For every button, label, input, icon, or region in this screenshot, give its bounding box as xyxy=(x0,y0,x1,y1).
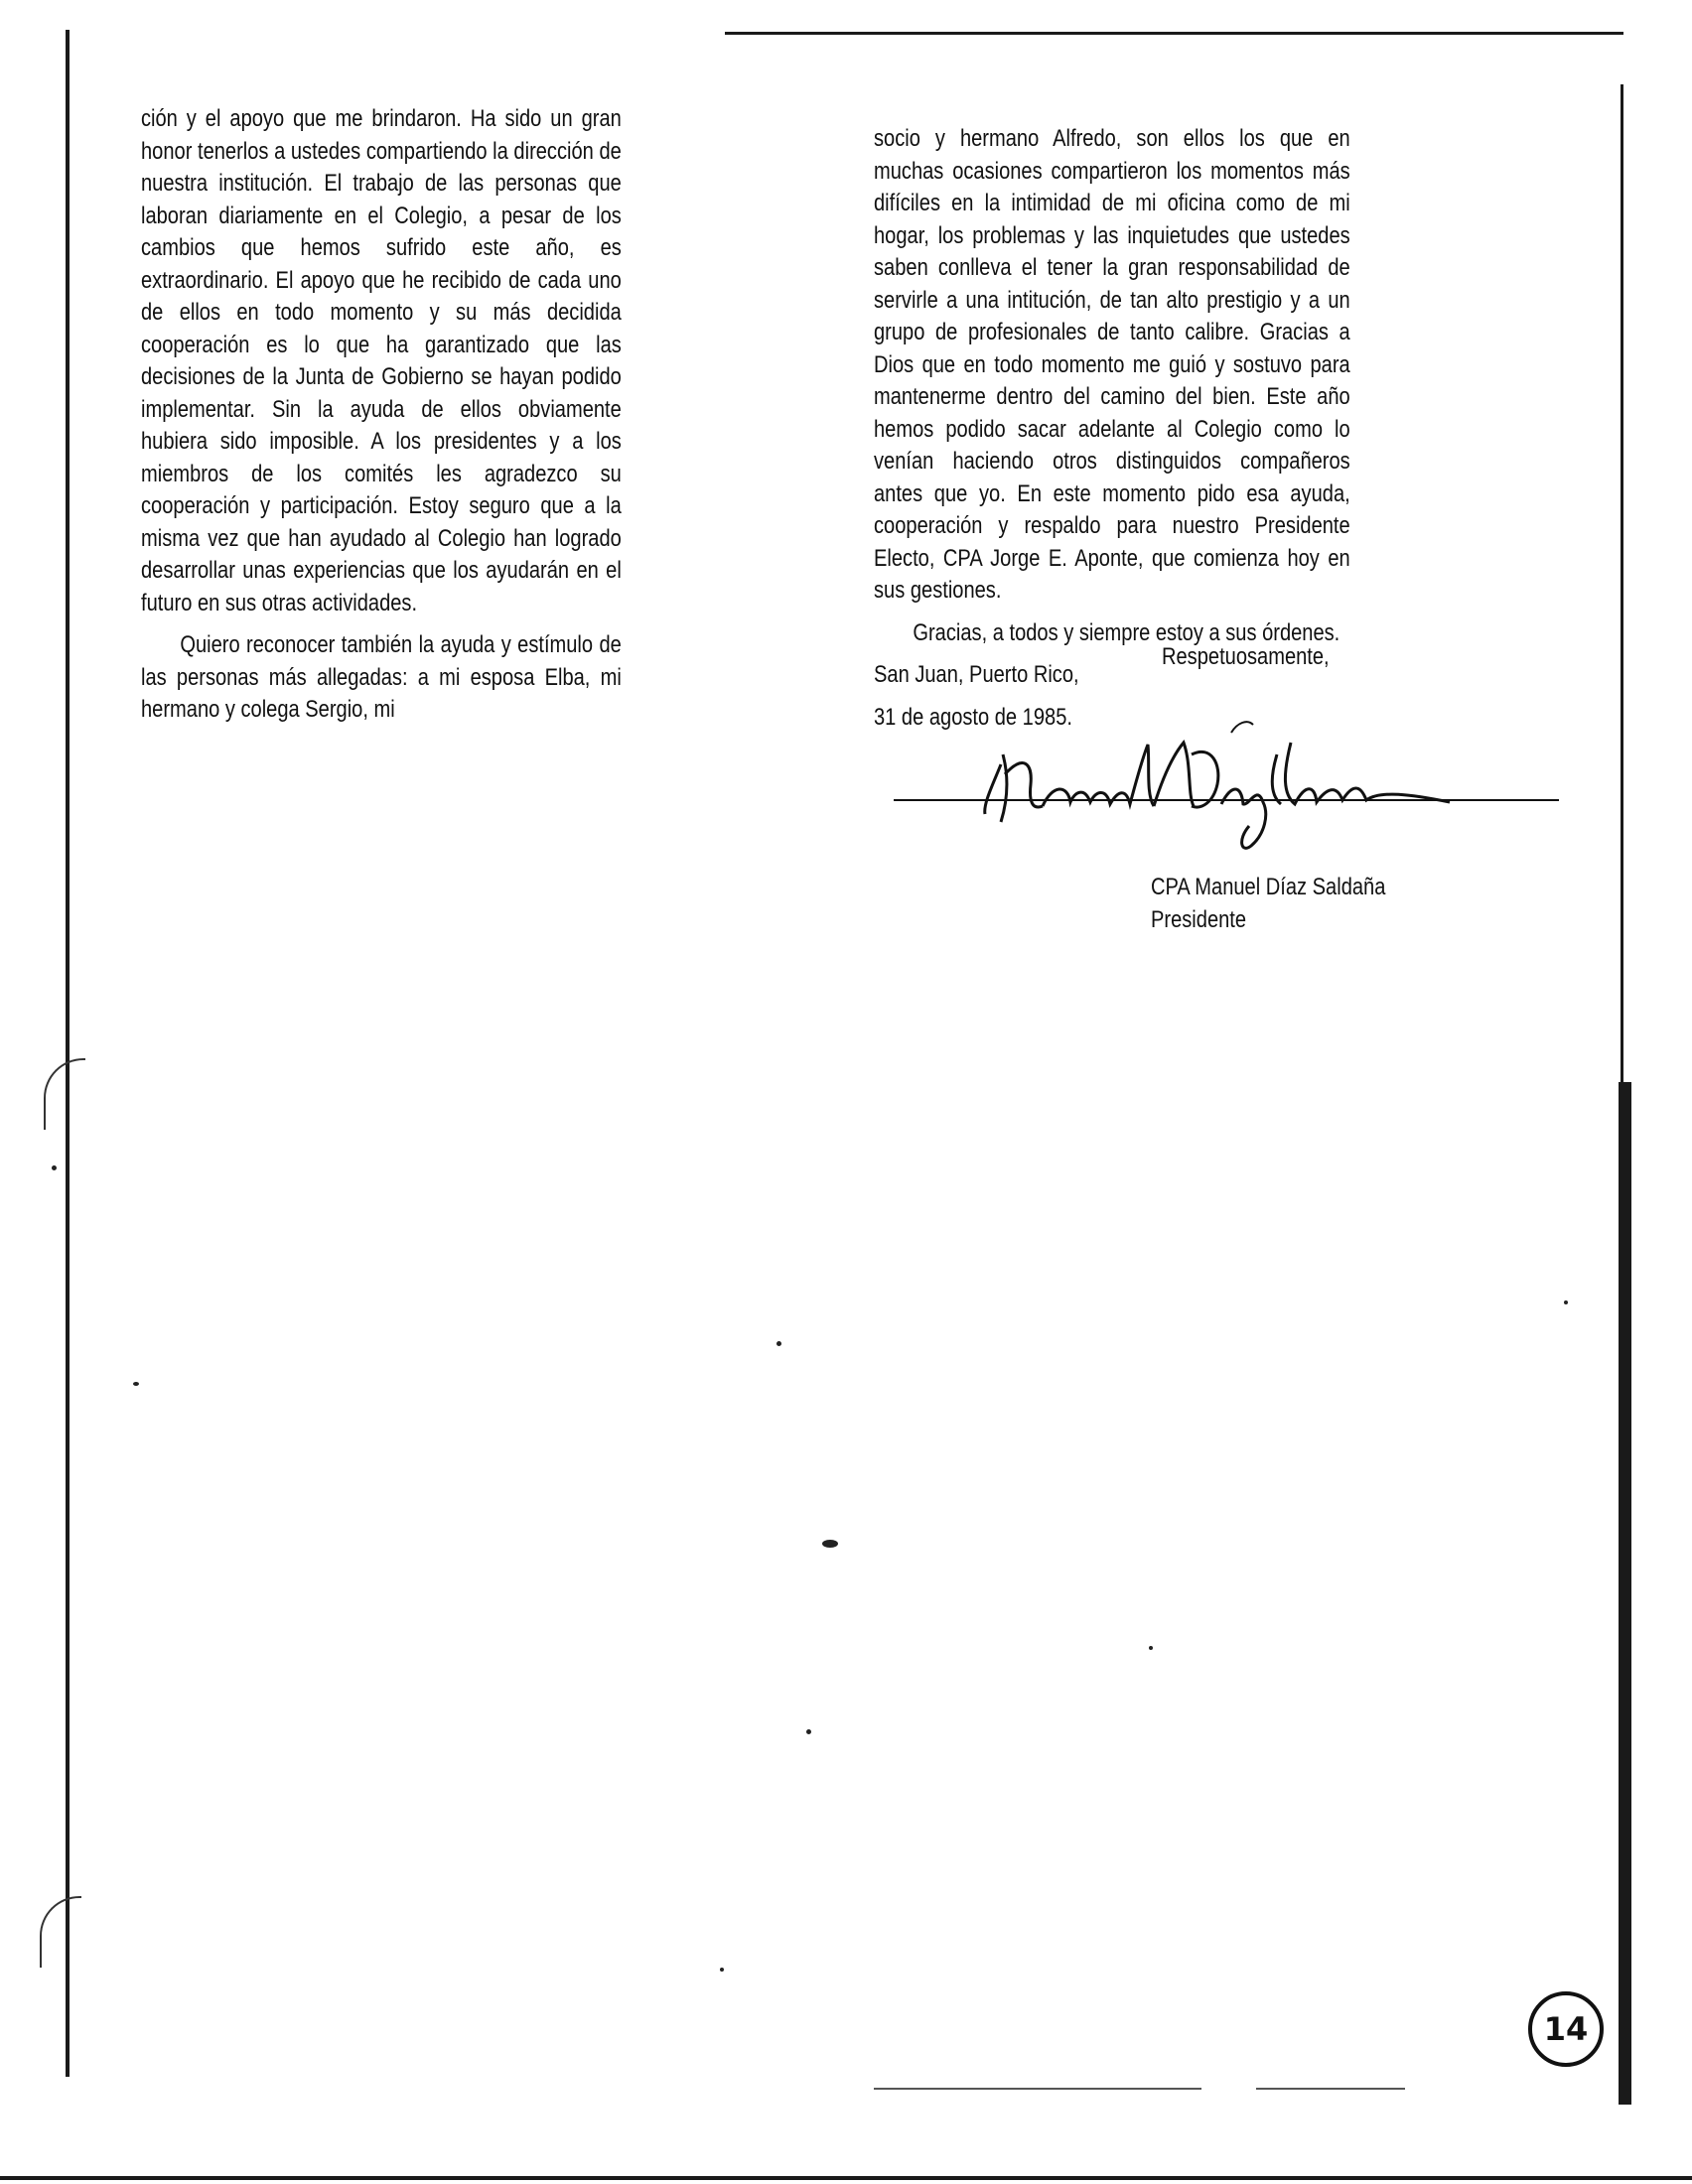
binder-hole xyxy=(40,1896,81,1968)
signer-title: Presidente xyxy=(1151,906,1247,933)
body-paragraph: socio y hermano Alfredo, son ellos los que en muchas ocasiones compartieron los momentos más difíciles en la intimidad de mi oficina como de mi hogar, los problemas y las inquietudes que ustedes saben conlleva el tener la gran responsabilidad de servirle a una intitución, de tan alto prestigio y a un grupo de profesionales de tanto calibre. Gracias a Dios que en todo momento me guió y sostuvo para mantenerme dentro del camino del bien. Este año hemos podido sacar adelante al Colegio como lo venían haciendo otros distinguidos compañeros antes que yo. En este momento pido esa ayuda, cooperación y respaldo para nuestro Presidente Electo, CPA Jorge E. Aponte, que comienza hoy en sus gestiones. xyxy=(874,125,1350,604)
page-number-badge: 14 xyxy=(1528,1991,1604,2067)
signer-block xyxy=(1151,871,1385,936)
left-page-border xyxy=(66,30,70,2077)
scan-speck xyxy=(1149,1646,1153,1650)
scan-speck xyxy=(720,1968,724,1972)
scan-speck xyxy=(133,1382,139,1386)
place-line: San Juan, Puerto Rico, xyxy=(874,661,1079,688)
body-paragraph: Quiero reconocer también la ayuda y estímulo de las personas más allegadas: a mi esposa Elba, mi hermano y colega Sergio, mi xyxy=(141,631,622,723)
scan-speck xyxy=(776,1341,781,1346)
signer-name: CPA Manuel Díaz Saldaña xyxy=(1151,874,1386,900)
bottom-scan-line xyxy=(1256,2088,1405,2090)
binder-hole xyxy=(44,1058,85,1130)
scan-speck xyxy=(52,1165,57,1170)
closing-salutation: Respetuosamente, xyxy=(1162,643,1330,670)
handwritten-signature xyxy=(894,715,1559,864)
top-page-border xyxy=(725,32,1623,35)
right-page-shadow xyxy=(1619,1082,1631,2105)
left-text-column xyxy=(141,103,622,737)
scan-speck xyxy=(806,1729,811,1734)
thanks-paragraph: Gracias, a todos y siempre estoy a sus órdenes. xyxy=(913,618,1340,646)
body-paragraph: ción y el apoyo que me brindaron. Ha sido un gran honor tenerlos a ustedes compartiendo la dirección de nuestra institución. El trabajo de las personas que laboran diariamente en el Colegio, a pesar de los cambios que hemos sufrido este año, es extraordinario. El apoyo que he recibido de cada uno de ellos en todo momento y su más decidida cooperación es lo que ha garantizado que las decisiones de la Junta de Gobierno se hayan podido implementar. Sin la ayuda de ellos obviamente hubiera sido imposible. A los presidentes y a los miembros de los comités les agradezco su cooperación y participación. Estoy seguro que a la misma vez que han ayudado al Colegio han logrado desarrollar unas experiencias que los ayudarán en el futuro en sus otras actividades. xyxy=(141,105,622,616)
bottom-page-border xyxy=(0,2176,1692,2180)
scan-speck xyxy=(1564,1300,1568,1304)
bottom-scan-line xyxy=(874,2088,1201,2090)
scan-speck xyxy=(822,1540,838,1548)
date-line: 31 de agosto de 1985. xyxy=(874,703,1072,731)
